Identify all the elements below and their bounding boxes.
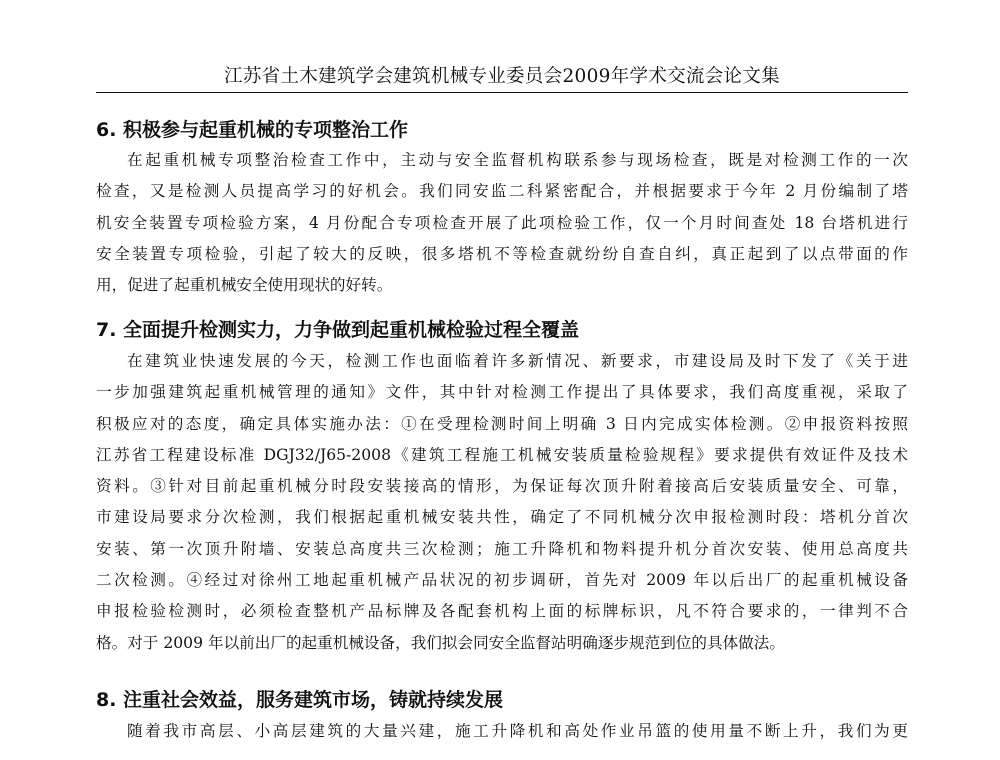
section-8-heading: 8. 注重社会效益，服务建筑市场，铸就持续发展 (96, 689, 504, 711)
section-7-heading: 7. 全面提升检测实力，力争做到起重机械检验过程全覆盖 (96, 319, 580, 341)
paragraph-line: 市建设局要求分次检测，我们根据起重机械安装共性，确定了不同机械分次申报检测时段：塔机分首次 (96, 508, 908, 527)
paragraph-line: 二次检测。④经过对徐州工地起重机械产品状况的初步调研，首先对 2009 年以后出厂的起重机械设备 (96, 571, 908, 590)
paragraph-line: 随着我市高层、小高层建筑的大量兴建，施工升降机和高处作业吊篮的使用量不断上升，我们为更 (127, 722, 908, 740)
paragraph-line: 积极应对的态度，确定具体实施办法：①在受理检测时间上明确 3 日内完成实体检测。②申报资料按照 (96, 414, 908, 433)
paragraph-line: 江苏省工程建设标准 DGJ32/J65-2008《建筑工程施工机械安装质量检验规程》要求提供有效证件及技术 (96, 445, 908, 464)
paragraph-line: 一步加强建筑起重机械管理的通知》文件，其中针对检测工作提出了具体要求，我们高度重视，采取了 (96, 383, 908, 402)
section-6-paragraph (96, 145, 908, 301)
section-6-heading: 6. 积极参与起重机械的专项整治工作 (96, 119, 409, 141)
paragraph-line: 资料。③针对目前起重机械分时段安装接高的情形，为保证每次顶升附着接高后安装质量安全、可靠， (96, 477, 908, 496)
paragraph-line: 用，促进了起重机械安全使用现状的好转。 (96, 276, 393, 295)
paragraph-line: 申报检验检测时，必须检查整机产品标牌及各配套机构上面的标牌标识，凡不符合要求的，一律判不合 (96, 602, 908, 621)
paragraph-line: 安全装置专项检验，引起了较大的反映，很多塔机不等检查就纷纷自查自纠，真正起到了以点带面的作 (96, 244, 908, 263)
running-header: 江苏省土木建筑学会建筑机械专业委员会2009年学术交流会论文集 (224, 66, 780, 87)
header-rule (96, 92, 908, 93)
paragraph-line: 在起重机械专项整治检查工作中，主动与安全监督机构联系参与现场检查，既是对检测工作的一次 (127, 151, 908, 169)
paragraph-line: 检查，又是检测人员提高学习的好机会。我们同安监二科紧密配合，并根据要求于今年 2 月份编制了塔 (96, 182, 908, 201)
paragraph-line: 格。对于 2009 年以前出厂的起重机械设备，我们拟会同安全监督站明确逐步规范到位的具体做法。 (96, 633, 785, 652)
paragraph-line: 在建筑业快速发展的今天，检测工作也面临着许多新情况、新要求，市建设局及时下发了《关于进 (127, 352, 908, 370)
paragraph-line: 安装、第一次顶升附墙、安装总高度共三次检测；施工升降机和物料提升机分首次安装、使用总高度共 (96, 539, 908, 558)
paragraph-line: 机安全装置专项检验方案，4 月份配合专项检查开展了此项检验工作，仅一个月时间查处 18 台塔机进行 (96, 213, 908, 232)
section-8-paragraph (96, 716, 908, 747)
section-7-paragraph (96, 346, 908, 659)
